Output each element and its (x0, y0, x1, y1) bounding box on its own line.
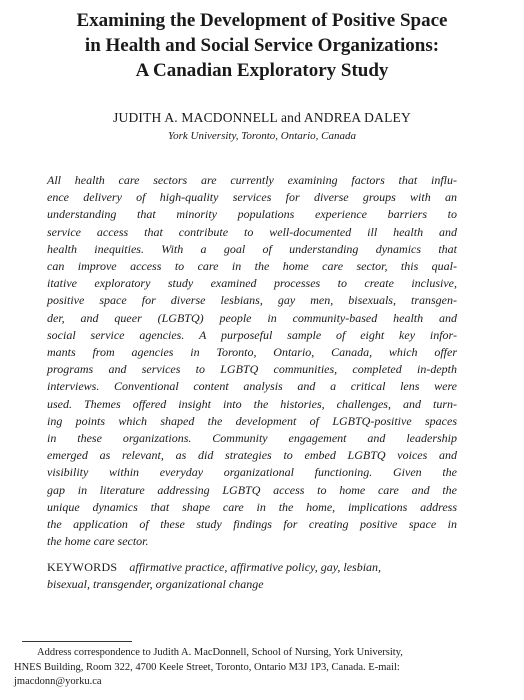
footnote-email: jmacdonn@yorku.ca (14, 676, 102, 687)
abstract-line: in these organizations. Community engagement and leadership (47, 431, 457, 446)
author-affiliation: York University, Toronto, Ontario, Canada (168, 130, 356, 142)
abstract-line: social service agencies. A purposeful sample of eight key infor- (47, 327, 457, 342)
abstract-line: All health care sectors are currently examining factors that influ- (47, 173, 457, 187)
correspondence-footnote (14, 646, 512, 690)
article-title (20, 8, 504, 83)
footnote-line-1: Address correspondence to Judith A. MacDonnell, School of Nursing, York University, (37, 647, 403, 658)
abstract-line: der, and queer (LGBTQ) people in community-based health and (47, 310, 457, 325)
title-line-1: Examining the Development of Positive Space (76, 10, 448, 31)
abstract-line: can improve access to care in the home care sector, this qual- (47, 259, 457, 274)
abstract-line: itative exploratory study examined processes to create inclusive, (47, 276, 457, 291)
abstract-line: ing points which shaped the development of LGBTQ-positive spaces (47, 413, 457, 428)
footnote-divider (22, 641, 132, 642)
title-line-2: in Health and Social Service Organizations: (84, 35, 440, 56)
abstract-line: gap in literature addressing LGBTQ access to home care and the (47, 482, 457, 497)
abstract-line: the home care sector. (47, 534, 149, 549)
abstract-line: emerged as relevant, as did strategies to embed LGBTQ voices and (47, 448, 457, 463)
abstract-line: positive space for diverse lesbians, gay men, bisexuals, transgen- (47, 293, 457, 308)
author-names: JUDITH A. MACDONNELL and ANDREA DALEY (113, 110, 411, 125)
keywords-text-1: affirmative practice, affirmative policy, gay, lesbian, (129, 560, 382, 574)
keywords-label: KEYWORDS (47, 560, 118, 574)
keywords (47, 559, 457, 593)
abstract (47, 172, 457, 550)
abstract-line: the application of these study findings for creating positive space in (47, 517, 457, 532)
abstract-line: service access that contribute to well-documented ill health and (47, 224, 457, 239)
abstract-line: used. Themes offered insight into the histories, challenges, and turn- (47, 396, 457, 411)
abstract-line: understanding that minority populations experience barriers to (47, 207, 457, 222)
footnote-line-2: HNES Building, Room 322, 4700 Keele Street, Toronto, Ontario M3J 1P3, Canada. E-mail: (14, 661, 400, 673)
keywords-text-2: bisexual, transgender, organizational change (47, 577, 264, 592)
keywords-line-1 (47, 559, 457, 576)
abstract-line: mants from agencies in Toronto, Ontario, Canada, which offer (47, 345, 457, 360)
abstract-line: health inequities. With a goal of understanding dynamics that (47, 241, 457, 256)
abstract-line: programs and services to LGBTQ communities, completed in-depth (47, 362, 457, 377)
abstract-line: unique dynamics that shape care in the home, implications address (47, 499, 457, 514)
title-line-3: A Canadian Exploratory Study (135, 60, 389, 81)
abstract-line: visibility within everyday organizational functioning. Given the (47, 465, 457, 480)
abstract-line: interviews. Conventional content analysis and a critical lens were (47, 379, 457, 394)
abstract-line: ence delivery of high-quality services for diverse groups with an (47, 190, 457, 205)
